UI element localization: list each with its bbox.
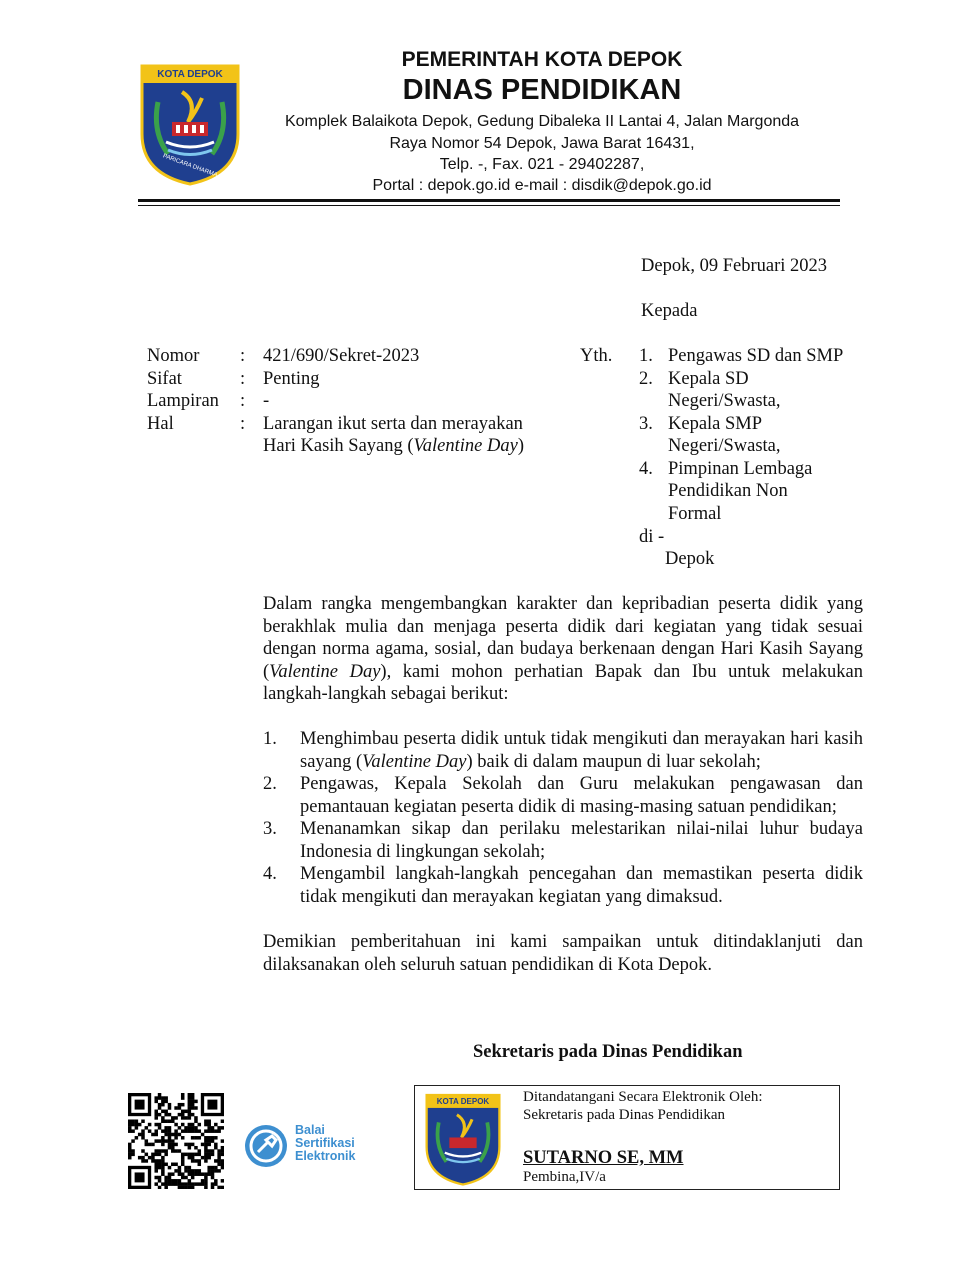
kota-depok-emblem-small [423, 1092, 503, 1186]
header-portal-line: Portal : depok.go.id e-mail : disdik@depok.go.id [372, 177, 712, 194]
recipient-line: Pengawas SD dan SMP [668, 346, 844, 366]
signer-name: SUTARNO SE, MM [523, 1148, 684, 1168]
header-divider-thin [138, 205, 840, 206]
intro-paragraph: Dalam rangka mengembangkan karakter dan kepribadian peserta didik yang berakhlak mulia dan menjaga peserta didik dari kegiatan yang tidak sesuai dengan norma agama, sosial, dan budaya berkenaan dengan Hari Kasih Sayang (Valentine Day), kami mohon perhatian Bapak dan Ibu untuk melakukan langkah-langkah sebagai berikut: [263, 594, 863, 704]
step-number: 2. [263, 774, 277, 794]
recipient-kepada: Kepada [641, 301, 698, 321]
emblem-banner-text: KOTA DEPOK [436, 1097, 490, 1106]
recipient-place: Depok [665, 549, 715, 569]
step-text: Menanamkan sikap dan perilaku melestarikan nilai-nilai luhur budaya Indonesia di lingkungan sekolah; [300, 819, 863, 862]
meta-sifat-label: Sifat [147, 369, 182, 389]
meta-colon: : [240, 414, 246, 434]
meta-sifat-value: Penting [263, 369, 320, 389]
meta-hal-label: Hal [147, 414, 174, 434]
step-number: 1. [263, 729, 277, 749]
meta-colon: : [240, 369, 246, 389]
meta-nomor-label: Nomor [147, 346, 200, 366]
recipient-line: Negeri/Swasta, [668, 391, 781, 411]
electronic-signature-box [414, 1085, 840, 1190]
kota-depok-emblem [138, 62, 242, 186]
header-department: DINAS PENDIDIKAN [402, 74, 682, 106]
bsre-logo-text: Balai Sertifikasi Elektronik [295, 1123, 356, 1163]
step-number: 4. [263, 864, 277, 884]
signature-note: Ditandatangani Secara Elektronik Oleh: [523, 1089, 763, 1105]
meta-hal-value: Larangan ikut serta dan merayakan [263, 414, 523, 434]
recipient-line: Kepala SD [668, 369, 749, 389]
header-divider-thick [138, 199, 840, 202]
meta-colon: : [240, 391, 246, 411]
recipient-di: di - [639, 527, 665, 547]
recipient-line: Kepala SMP [668, 414, 763, 434]
recipient-num: 4. [639, 459, 653, 479]
header-phone-line: Telp. -, Fax. 021 - 29402287, [439, 156, 645, 173]
signature-role: Sekretaris pada Dinas Pendidikan [523, 1107, 726, 1123]
step-text: Menghimbau peserta didik untuk tidak mengikuti dan merayakan hari kasih sayang (Valentine Day) baik di dalam maupun di luar sekolah; [300, 729, 863, 772]
recipient-line: Formal [668, 504, 722, 524]
bsre-logo-icon [242, 1122, 290, 1170]
signer-title: Sekretaris pada Dinas Pendidikan [473, 1042, 743, 1062]
recipient-line: Negeri/Swasta, [668, 436, 781, 456]
recipient-line: Pimpinan Lembaga [668, 459, 813, 479]
header-address-line: Komplek Balaikota Depok, Gedung Dibaleka II Lantai 4, Jalan Margonda [284, 113, 800, 130]
meta-nomor-value: 421/690/Sekret-2023 [263, 346, 420, 366]
step-text: Mengambil langkah-langkah pencegahan dan memastikan peserta didik tidak mengikuti dan merayakan kegiatan yang dimaksud. [300, 864, 863, 907]
meta-colon: : [240, 346, 246, 366]
letter-date: Depok, 09 Februari 2023 [641, 256, 827, 276]
step-number: 3. [263, 819, 277, 839]
recipient-yth: Yth. [580, 346, 613, 366]
meta-lampiran-value: - [263, 391, 270, 411]
meta-lampiran-label: Lampiran [147, 391, 219, 411]
header-government: PEMERINTAH KOTA DEPOK [401, 48, 683, 71]
recipient-num: 2. [639, 369, 653, 389]
recipient-num: 3. [639, 414, 653, 434]
emblem-banner-text: KOTA DEPOK [157, 69, 223, 80]
recipient-num: 1. [639, 346, 653, 366]
step-text: Pengawas, Kepala Sekolah dan Guru melakukan pengawasan dan pemantauan kegiatan peserta didik di masing-masing satuan pendidikan; [300, 774, 863, 817]
signer-rank: Pembina,IV/a [523, 1169, 606, 1185]
emblem-motto-text: PARICARA DHARMA [161, 153, 219, 179]
closing-paragraph: Demikian pemberitahuan ini kami sampaikan untuk ditindaklanjuti dan dilaksanakan oleh seluruh satuan pendidikan di Kota Depok. [263, 932, 863, 975]
meta-hal-value: Hari Kasih Sayang (Valentine Day) [263, 436, 524, 456]
qr-code [128, 1093, 224, 1189]
recipient-line: Pendidikan Non [668, 481, 788, 501]
header-address-line: Raya Nomor 54 Depok, Jawa Barat 16431, [389, 135, 695, 152]
